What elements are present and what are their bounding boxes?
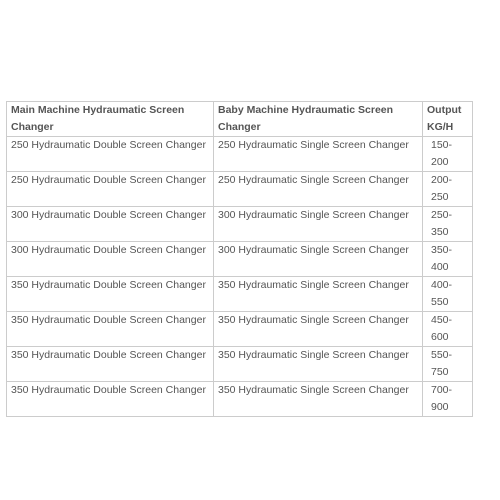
baby-machine-cell: 350 Hydraumatic Single Screen Changer <box>214 382 423 417</box>
baby-machine-cell: 350 Hydraumatic Single Screen Changer <box>214 347 423 382</box>
baby-machine-cell: 300 Hydraumatic Single Screen Changer <box>214 207 423 242</box>
output-cell: 700-900 <box>423 382 473 417</box>
output-cell: 200-250 <box>423 172 473 207</box>
header-main-machine: Main Machine Hydraumatic Screen Changer <box>7 102 214 137</box>
table-header-row <box>7 102 473 137</box>
output-cell: 350-400 <box>423 242 473 277</box>
main-machine-cell: 350 Hydraumatic Double Screen Changer <box>7 347 214 382</box>
output-cell: 250-350 <box>423 207 473 242</box>
output-cell: 150-200 <box>423 137 473 172</box>
output-cell: 550-750 <box>423 347 473 382</box>
baby-machine-cell: 350 Hydraumatic Single Screen Changer <box>214 312 423 347</box>
table-row <box>7 312 473 347</box>
main-machine-cell: 250 Hydraumatic Double Screen Changer <box>7 137 214 172</box>
table-row <box>7 347 473 382</box>
header-baby-machine: Baby Machine Hydraumatic Screen Changer <box>214 102 423 137</box>
table-row <box>7 277 473 312</box>
main-machine-cell: 350 Hydraumatic Double Screen Changer <box>7 277 214 312</box>
table-row <box>7 207 473 242</box>
table-row <box>7 382 473 417</box>
output-cell: 400-550 <box>423 277 473 312</box>
table-row <box>7 137 473 172</box>
main-machine-cell: 350 Hydraumatic Double Screen Changer <box>7 382 214 417</box>
main-machine-cell: 300 Hydraumatic Double Screen Changer <box>7 242 214 277</box>
baby-machine-cell: 300 Hydraumatic Single Screen Changer <box>214 242 423 277</box>
main-machine-cell: 350 Hydraumatic Double Screen Changer <box>7 312 214 347</box>
header-output: Output KG/H <box>423 102 473 137</box>
main-machine-cell: 300 Hydraumatic Double Screen Changer <box>7 207 214 242</box>
table-row <box>7 172 473 207</box>
main-machine-cell: 250 Hydraumatic Double Screen Changer <box>7 172 214 207</box>
baby-machine-cell: 250 Hydraumatic Single Screen Changer <box>214 137 423 172</box>
screen-changer-spec-table <box>6 101 473 417</box>
output-cell: 450-600 <box>423 312 473 347</box>
baby-machine-cell: 250 Hydraumatic Single Screen Changer <box>214 172 423 207</box>
table-row <box>7 242 473 277</box>
baby-machine-cell: 350 Hydraumatic Single Screen Changer <box>214 277 423 312</box>
